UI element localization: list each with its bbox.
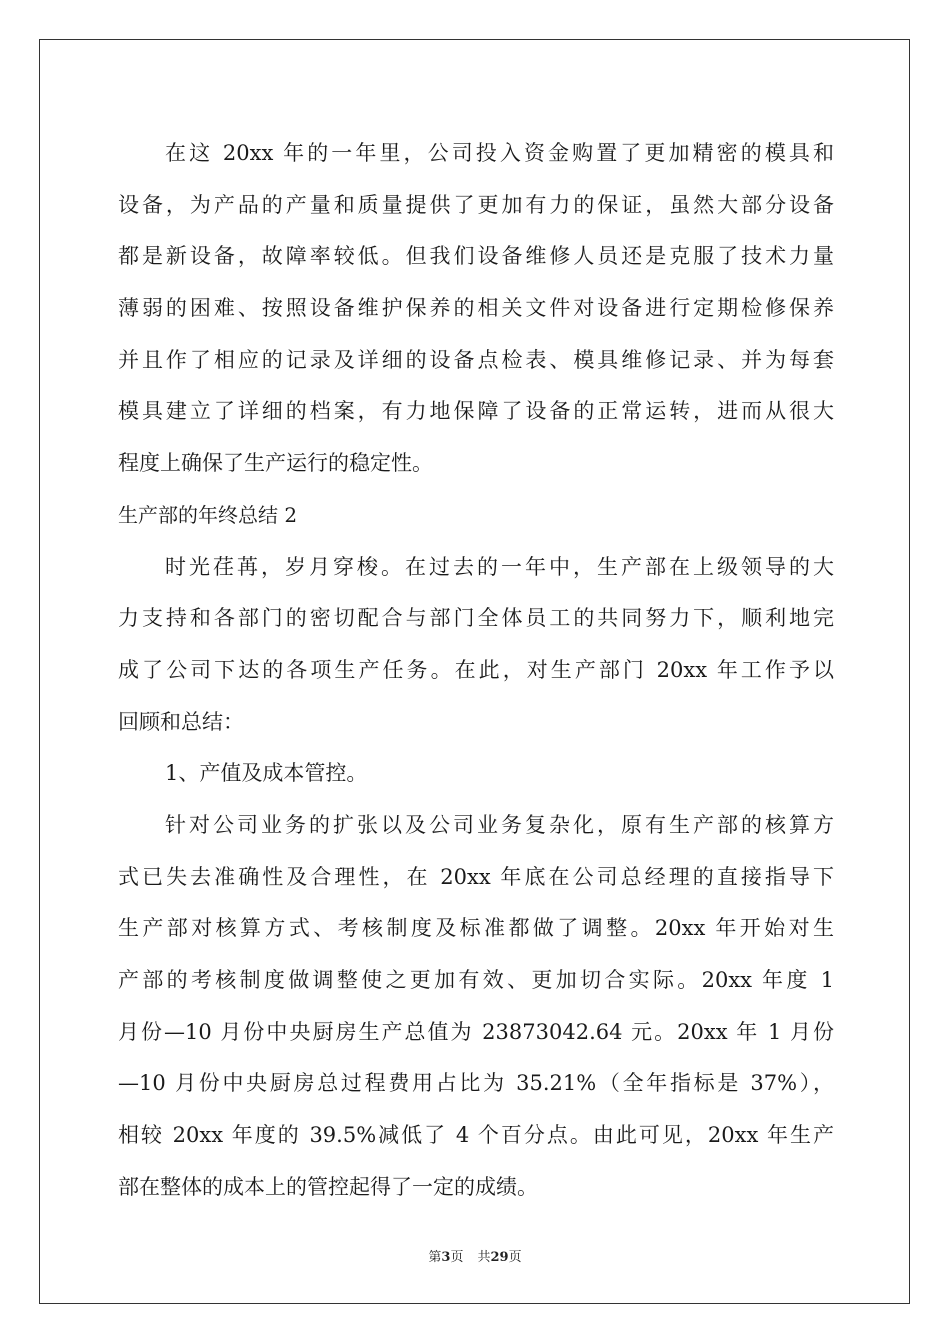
text-line: 在这 20xx 年的一年里，公司投入资金购置了更加精密的模具和 [165,141,834,165]
text-line: 模具建立了详细的档案，有力地保障了设备的正常运转，进而从很大 [118,399,834,424]
footer-page-total: 29 [490,1250,509,1265]
footer-page-prefix: 第 [428,1250,442,1265]
text-line: 程度上确保了生产运行的稳定性。 [118,451,433,476]
text-line: 设备，为产品的产量和质量提供了更加有力的保证，虽然大部分设备 [118,192,834,217]
text-line: 成了公司下达的各项生产任务。在此，对生产部门 20xx 年工作予以 [118,657,834,682]
section-heading: 生产部的年终总结 2 [118,502,298,527]
text-line: 并且作了相应的记录及详细的设备点检表、模具维修记录、并为每套 [118,347,834,372]
text-line: 回顾和总结： [118,709,244,734]
footer-total-prefix: 共 [477,1250,491,1265]
footer-total-suffix: 页 [508,1250,522,1265]
text-line: 都是新设备，故障率较低。但我们设备维修人员还是克服了技术力量 [118,244,834,269]
text-line: 相较 20xx 年度的 39.5%减低了 4 个百分点。由此可见，20xx 年生产 [118,1123,834,1148]
text-line: —10 月份中央厨房总过程费用占比为 35.21%（全年指标是 37%）， [118,1071,834,1096]
text-line: 1、产值及成本管控。 [165,761,368,786]
text-line: 生产部对核算方式、考核制度及标准都做了调整。20xx 年开始对生 [118,916,834,941]
text-line: 针对公司业务的扩张以及公司业务复杂化，原有生产部的核算方 [165,812,834,837]
text-line: 部在整体的成本上的管控起得了一定的成绩。 [118,1174,538,1199]
text-line: 月份—10 月份中央厨房生产总值为 23873042.64 元。20xx 年 1 月份 [118,1019,834,1044]
text-line: 式已失去准确性及合理性，在 20xx 年底在公司总经理的直接指导下 [118,864,834,889]
footer-page-suffix: 页 [450,1250,464,1265]
footer-page-current: 3 [441,1250,451,1265]
page-footer [0,1246,950,1265]
text-line: 产部的考核制度做调整使之更加有效、更加切合实际。20xx 年度 1 [118,968,834,992]
document-body [118,128,834,1213]
text-line: 力支持和各部门的密切配合与部门全体员工的共同努力下，顺利地完 [118,606,834,631]
text-line: 时光荏苒，岁月穿梭。在过去的一年中，生产部在上级领导的大 [165,554,834,579]
text-line: 薄弱的困难、按照设备维护保养的相关文件对设备进行定期检修保养 [118,296,834,321]
